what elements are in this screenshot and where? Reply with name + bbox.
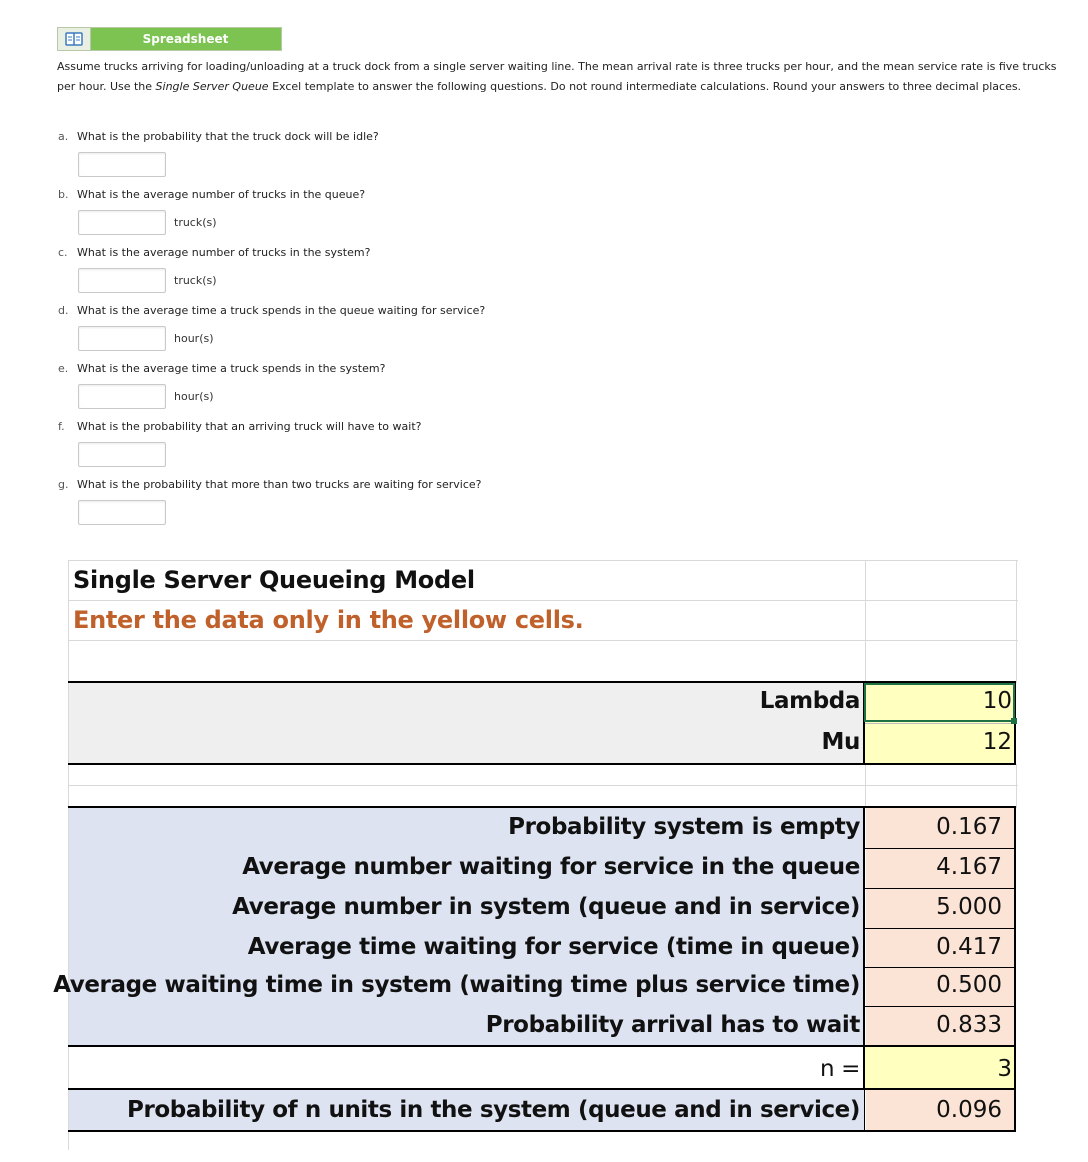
question-text: What is the average time a truck spends in the queue waiting for service?	[77, 304, 486, 317]
border	[865, 888, 1015, 889]
gridline	[865, 560, 866, 683]
selected-cell-outline	[864, 683, 1015, 722]
lambda-value: 10	[982, 688, 1012, 714]
model-title: Single Server Queueing Model	[73, 566, 475, 594]
border	[1014, 806, 1016, 1132]
output-cells	[866, 808, 1014, 1046]
pn-label: Probability of n units in the system (queue and in service)	[126, 1097, 860, 1123]
input-label-band	[69, 683, 865, 764]
intro-text-2: Excel template to answer the following questions. Do not round intermediate calculations. Round your answers to three decimal places.	[268, 80, 1022, 93]
border	[865, 928, 1015, 929]
output-value: 0.417	[936, 934, 1002, 960]
lambda-label: Lambda	[759, 688, 860, 714]
question-letter: f.	[58, 420, 65, 433]
n-label-band	[69, 1047, 863, 1088]
output-label: Average number in system (queue and in service)	[232, 894, 860, 920]
spreadsheet-button[interactable]	[57, 27, 282, 51]
answer-b-input[interactable]	[78, 210, 166, 235]
gridline	[68, 560, 1018, 561]
mu-label: Mu	[821, 729, 860, 755]
output-value: 4.167	[936, 854, 1002, 880]
mu-value: 12	[982, 729, 1012, 755]
question-f	[58, 420, 421, 433]
fill-handle	[1011, 718, 1017, 724]
gridline	[68, 600, 1018, 601]
question-text: What is the average number of trucks in the queue?	[77, 188, 366, 201]
question-c	[58, 246, 370, 259]
border	[865, 1006, 1015, 1007]
question-d	[58, 304, 485, 317]
question-text: What is the probability that an arriving truck will have to wait?	[77, 420, 422, 433]
gridline	[1016, 764, 1017, 808]
question-text: What is the average time a truck spends in the system?	[77, 362, 386, 375]
answer-e-unit: hour(s)	[174, 390, 214, 403]
question-text: What is the probability that the truck dock will be idle?	[77, 130, 379, 143]
answer-d-unit: hour(s)	[174, 332, 214, 345]
question-a	[58, 130, 379, 143]
book-icon	[58, 28, 91, 50]
output-label: Probability arrival has to wait	[485, 1012, 860, 1038]
template-name: Single Server Queue	[155, 80, 269, 93]
gridline	[865, 723, 1015, 724]
output-value: 5.000	[936, 894, 1002, 920]
border	[865, 967, 1015, 968]
gridline	[68, 785, 1018, 786]
answer-g-input[interactable]	[78, 500, 166, 525]
n-value: 3	[997, 1056, 1012, 1082]
question-text: What is the average number of trucks in the system?	[77, 246, 371, 259]
question-g	[58, 478, 482, 491]
answer-d-input[interactable]	[78, 326, 166, 351]
question-letter: d.	[58, 304, 69, 317]
question-text: What is the probability that more than two trucks are waiting for service?	[77, 478, 482, 491]
intro-text-1: Assume trucks arriving for loading/unloading at a truck dock from a single server waiting line. The mean arrival rate is three trucks per hour, and the mean service rate is five trucks per hour. Use the	[57, 60, 1057, 93]
pn-value: 0.096	[936, 1097, 1002, 1123]
answer-c-unit: truck(s)	[174, 274, 217, 287]
output-label-band	[69, 808, 864, 1046]
n-input-cell	[865, 1047, 1014, 1088]
border	[68, 806, 1016, 808]
output-label: Probability system is empty	[508, 814, 860, 840]
answer-b-unit: truck(s)	[174, 216, 217, 229]
question-e	[58, 362, 385, 375]
question-letter: g.	[58, 478, 69, 491]
answer-e-input[interactable]	[78, 384, 166, 409]
answer-c-input[interactable]	[78, 268, 166, 293]
border	[68, 1130, 1016, 1132]
answer-a-input[interactable]	[78, 152, 166, 177]
question-letter: e.	[58, 362, 69, 375]
question-letter: c.	[58, 246, 68, 259]
gridline	[865, 764, 866, 808]
border	[865, 848, 1015, 849]
spreadsheet-button-label: Spreadsheet	[142, 32, 229, 46]
question-b	[58, 188, 365, 201]
output-label: Average time waiting for service (time in queue)	[247, 934, 860, 960]
answer-f-input[interactable]	[78, 442, 166, 467]
model-instruction: Enter the data only in the yellow cells.	[73, 606, 584, 634]
question-letter: b.	[58, 188, 69, 201]
gridline	[68, 640, 1018, 641]
gridline	[1016, 560, 1017, 683]
output-value: 0.167	[936, 814, 1002, 840]
border	[68, 763, 1016, 765]
question-letter: a.	[58, 130, 69, 143]
n-label: n =	[820, 1056, 860, 1082]
output-value: 0.500	[936, 972, 1002, 998]
output-label: Average waiting time in system (waiting time plus service time)	[53, 972, 860, 998]
output-value: 0.833	[936, 1012, 1002, 1038]
output-label: Average number waiting for service in the queue	[242, 854, 860, 880]
problem-statement	[57, 57, 1067, 97]
